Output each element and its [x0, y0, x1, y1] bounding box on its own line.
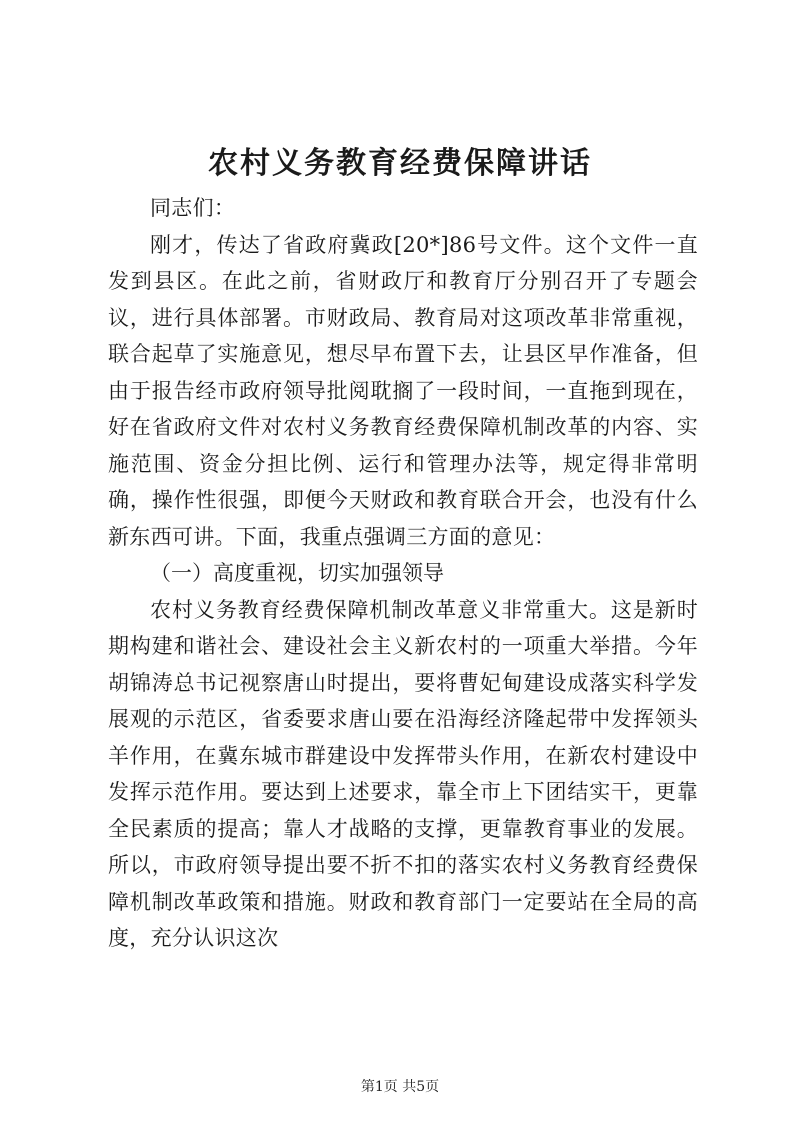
- paragraph-1: 刚才，传达了省政府冀政[20*]86号文件。这个文件一直发到县区。在此之前，省财政厅和教育厅分别召开了专题会议，进行具体部署。市财政局、教育局对这项改革非常重视，联合起草了实施意见，想尽早布置下去，让县区早作准备，但由于报告经市政府领导批阅耽搁了一段时间，一直拖到现在，好在省政府文件对农村义务教育经费保障机制改革的内容、实施范围、资金分担比例、运行和管理办法等，规定得非常明确，操作性很强，即便今天财政和教育联合开会，也没有什么新东西可讲。下面，我重点强调三方面的意见：: [108, 232, 698, 549]
- section-heading-1: （一）高度重视，切实加强领导: [150, 561, 444, 585]
- document-body: [108, 190, 698, 957]
- page-footer: 第1页 共5页: [360, 1079, 440, 1095]
- salutation: 同志们：: [150, 196, 236, 220]
- document-title: 农村义务教育经费保障讲话: [208, 146, 592, 181]
- paragraph-2: 农村义务教育经费保障机制改革意义非常重大。这是新时期构建和谐社会、建设社会主义新农村的一项重大举措。今年胡锦涛总书记视察唐山时提出，要将曹妃甸建设成落实科学发展观的示范区，省委要求唐山要在沿海经济隆起带中发挥领头羊作用，在冀东城市群建设中发挥带头作用，在新农村建设中发挥示范作用。要达到上述要求，靠全市上下团结实干，更靠全民素质的提高；靠人才战略的支撑，更靠教育事业的发展。所以，市政府领导提出要不折不扣的落实农村义务教育经费保障机制改革政策和措施。财政和教育部门一定要站在全局的高度，充分认识这次: [108, 597, 698, 950]
